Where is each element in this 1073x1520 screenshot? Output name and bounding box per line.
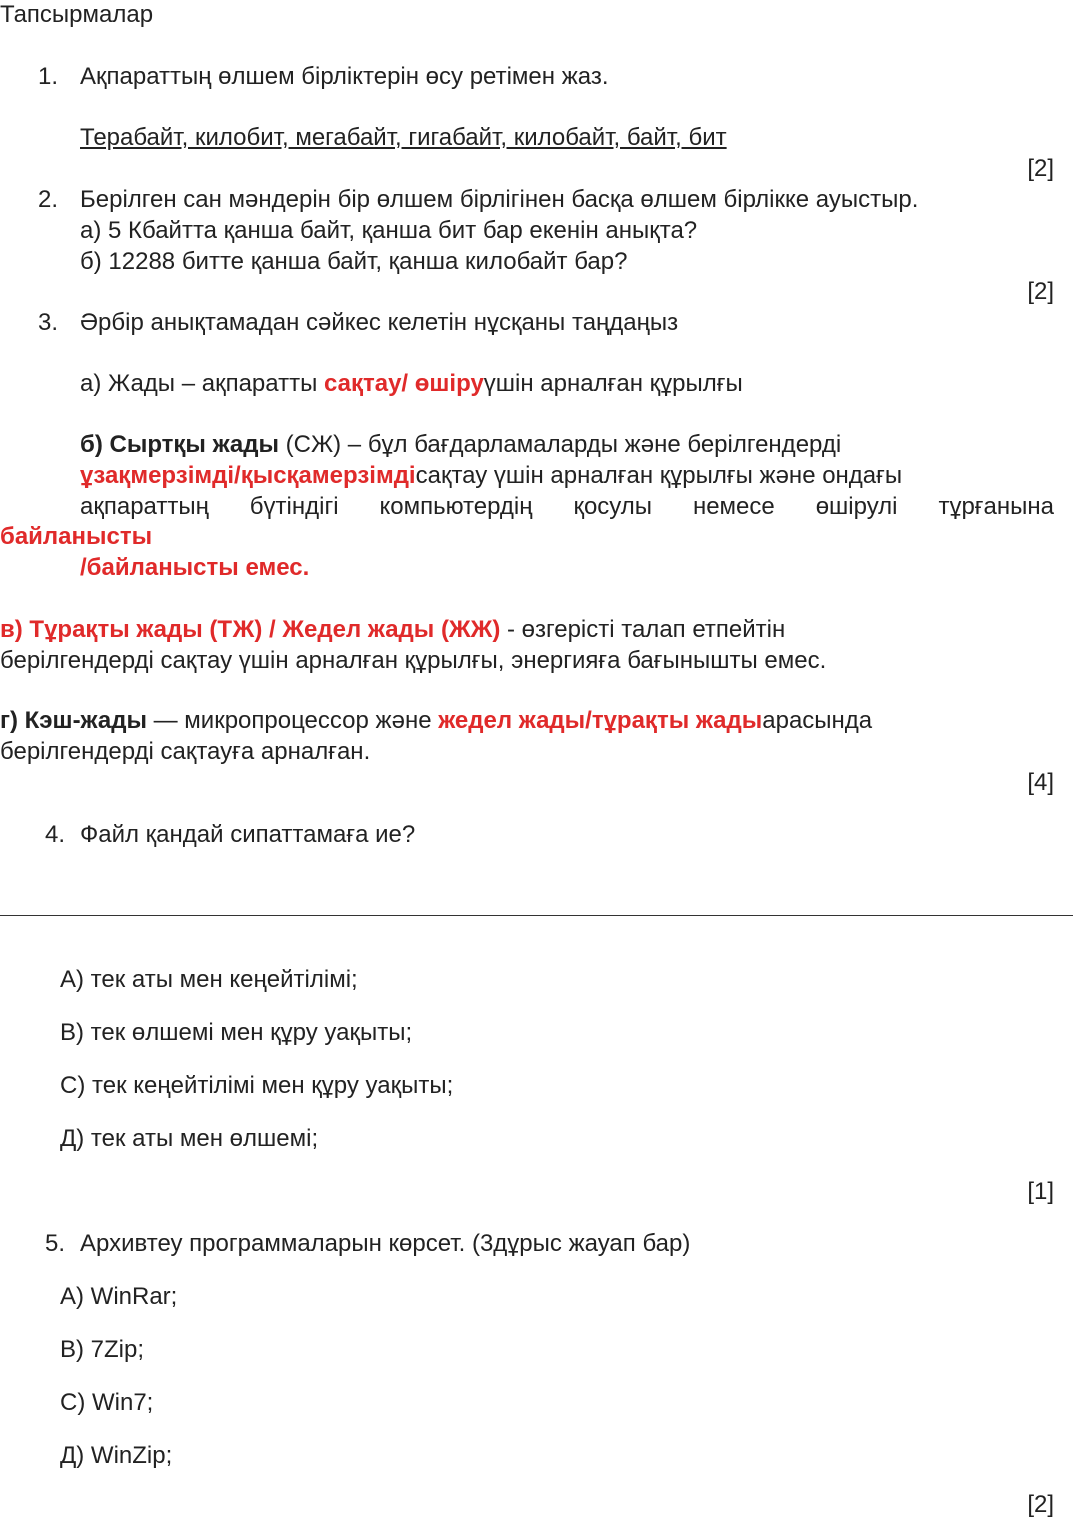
part-c-choice: в) Тұрақты жады (ТЖ) / Жедел жады (ЖЖ) <box>0 616 501 643</box>
question-4-score: [1] <box>1027 1178 1054 1205</box>
question-1-score: [2] <box>1027 155 1054 182</box>
question-4-option-d: Д) тек аты мен өлшемі; <box>60 1125 319 1152</box>
question-5-option-c: С) Win7; <box>60 1389 154 1416</box>
question-4-option-a: А) тек аты мен кеңейтілімі; <box>60 966 358 993</box>
question-3-part-d-line2: берілгендерді сақтауға арналған. <box>0 738 371 765</box>
question-5-score: [2] <box>1027 1491 1054 1518</box>
question-3-text: Әрбір анықтамадан сәйкес келетін нұсқаны таңдаңыз <box>80 309 679 336</box>
question-4-option-b: В) тек өлшемі мен құру уақыты; <box>60 1019 413 1046</box>
question-5-number: 5. <box>45 1230 66 1257</box>
question-3-part-d-line1 <box>0 706 872 736</box>
part-b-choice-1: ұзақмерзімді/қысқамерзімді <box>80 462 416 489</box>
part-a-prefix: а) Жады – ақпаратты <box>80 370 324 397</box>
question-2-number: 2. <box>38 186 59 213</box>
question-5-text: Архивтеу программаларын көрсет. (3дұрыс жауап бар) <box>80 1230 691 1257</box>
part-b-definition: (СЖ) – бұл бағдарламаларды және берілгендерді <box>278 431 842 458</box>
question-3-part-b-line3: ақпараттың бүтіндігі компьютердің қосулы немесе өшірулі тұрғанына <box>80 493 1054 520</box>
question-2-score: [2] <box>1027 278 1054 305</box>
answer-line <box>0 915 1073 916</box>
part-a-choice: сақтау/ өшіру <box>323 370 484 397</box>
part-d-term: г) Кэш-жады <box>0 707 147 734</box>
question-3-part-c-line1 <box>0 615 785 645</box>
part-d-choice: жедел жады/тұрақты жады <box>438 707 763 734</box>
question-5-option-b: В) 7Zip; <box>60 1336 145 1363</box>
part-d-mid: — микропроцессор және <box>146 707 439 734</box>
question-4-option-c: С) тек кеңейтілімі мен құру уақыты; <box>60 1072 454 1099</box>
question-2-text: Берілген сан мәндерін бір өлшем бірлігінен басқа өлшем бірлікке ауыстыр. <box>80 186 919 213</box>
question-2-part-b: б) 12288 битте қанша байт, қанша килобайт бар? <box>80 248 628 275</box>
question-3-number: 3. <box>38 309 59 336</box>
question-3-score: [4] <box>1027 769 1054 796</box>
question-1-units: Терабайт, килобит, мегабайт, гигабайт, килобайт, байт, бит <box>80 124 727 151</box>
question-3-part-b-line1 <box>80 430 841 460</box>
question-4-text: Файл қандай сипаттамаға ие? <box>80 821 416 848</box>
question-5-option-a: А) WinRar; <box>60 1283 178 1310</box>
question-1-number: 1. <box>38 63 59 90</box>
question-3-part-b-choice-2: байланысты <box>0 523 153 550</box>
part-c-definition: - өзгерісті талап етпейтін <box>500 616 786 643</box>
part-b-line2-text: сақтау үшін арналған құрылғы және ондағы <box>415 462 903 489</box>
question-1-text: Ақпараттың өлшем бірліктерін өсу ретімен жаз. <box>80 63 609 90</box>
part-a-suffix: үшін арналған құрылғы <box>483 370 743 397</box>
question-3-part-c-line2: берілгендерді сақтау үшін арналған құрылғы, энергияға бағынышты емес. <box>0 647 827 674</box>
question-3-part-b-choice-3: /байланысты емес. <box>80 554 310 581</box>
question-5-option-d: Д) WinZip; <box>60 1442 173 1469</box>
question-2-part-a: а) 5 Кбайтта қанша байт, қанша бит бар екенін анықта? <box>80 217 698 244</box>
question-4-number: 4. <box>45 821 66 848</box>
part-d-suffix: арасында <box>762 707 873 734</box>
page-heading: Тапсырмалар <box>0 1 154 28</box>
part-b-term: б) Сыртқы жады <box>80 431 279 458</box>
question-3-part-b-line2 <box>80 461 902 491</box>
question-3-part-a <box>80 369 743 399</box>
